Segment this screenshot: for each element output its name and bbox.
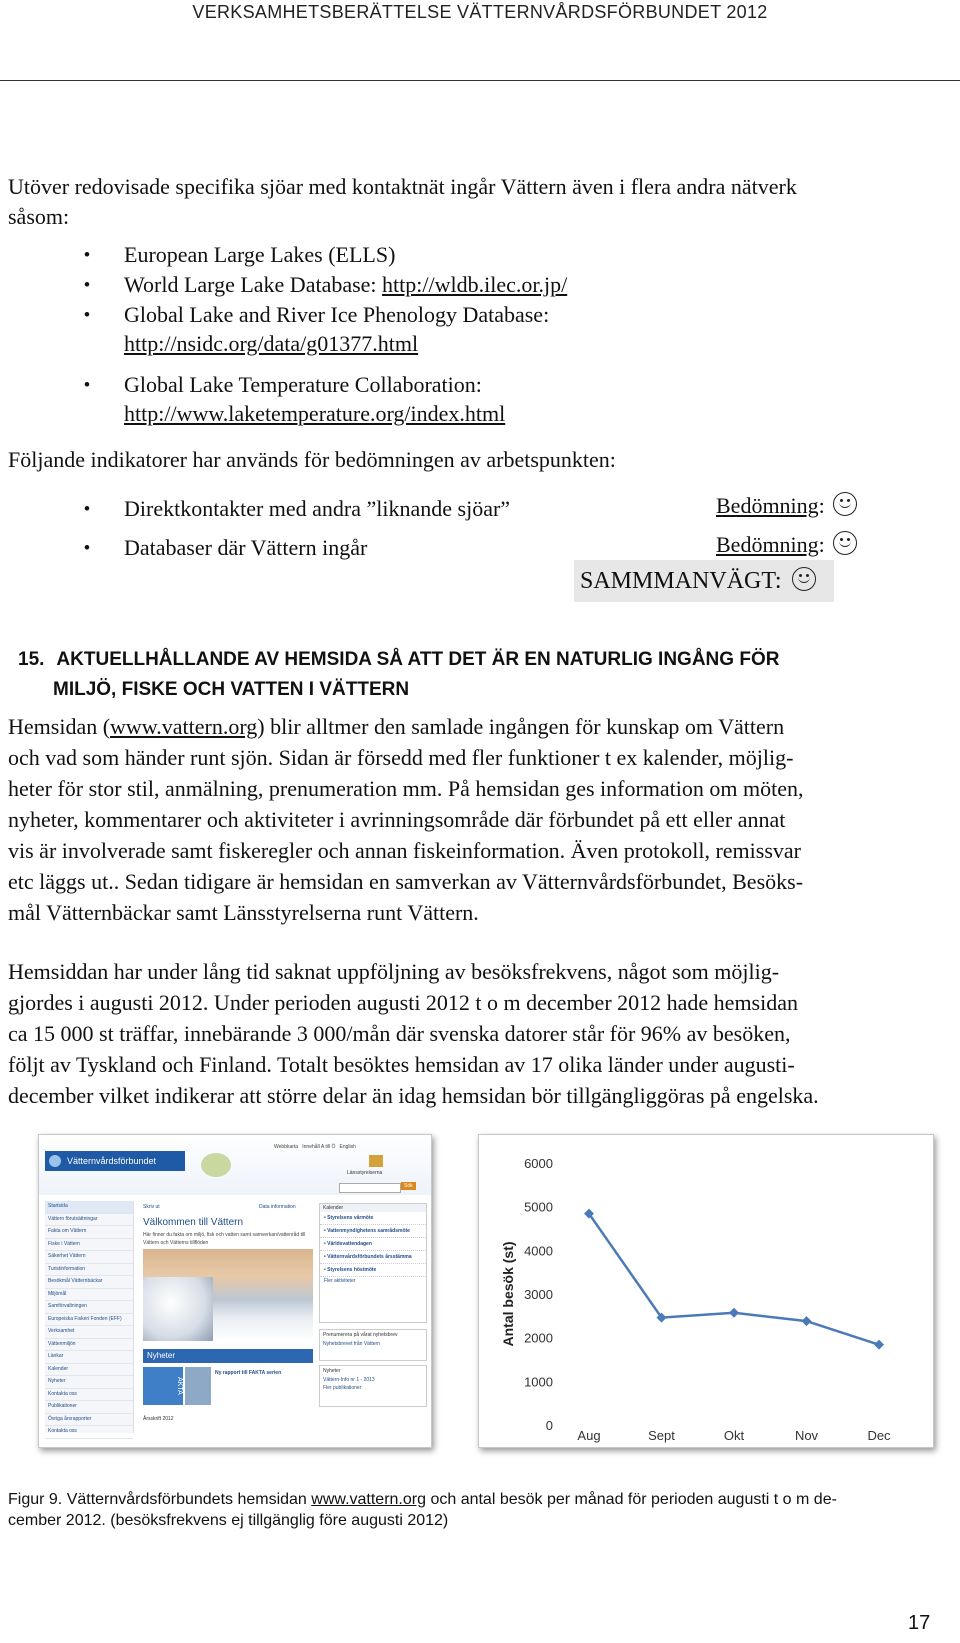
section-heading xyxy=(18,645,779,705)
partner-logo-icon xyxy=(201,1153,231,1177)
top-link[interactable]: Webbkarta xyxy=(274,1144,299,1150)
news-thumbnail xyxy=(185,1367,211,1405)
paragraph-line: vis är involverade samt fiskeregler och annan fiskeinformation. Även protokoll, remissvar xyxy=(8,838,801,863)
site-nav xyxy=(45,1201,133,1439)
top-link[interactable]: Innehåll A till Ö xyxy=(302,1144,336,1150)
text-span: Hemsidan ( xyxy=(8,714,111,739)
paragraph-line: mål Vätternbäckar samt Länsstyrelserna runt Vättern. xyxy=(8,900,479,925)
top-link[interactable]: English xyxy=(339,1144,356,1150)
vattern-link[interactable]: www.vattern.org xyxy=(110,714,258,739)
data-point xyxy=(802,1316,812,1326)
wldb-link[interactable]: http://wldb.ilec.or.jp/ xyxy=(382,272,568,297)
site-brand: Vätternvårdsförbundet xyxy=(67,1156,157,1166)
network-label: Global Lake and River Ice Phenology Database: xyxy=(124,302,550,327)
data-link-label: Data information xyxy=(259,1204,296,1210)
text-span: ) blir alltmer den samlade ingången för kunskap om Vättern xyxy=(257,714,785,739)
network-label: European Large Lakes (ELLS) xyxy=(124,242,396,267)
assessment-colon: : xyxy=(818,493,825,518)
paragraph-line: gjordes i augusti 2012. Under perioden augusti 2012 t o m december 2012 hade hemsidan xyxy=(8,990,798,1015)
y-tick-label: 4000 xyxy=(524,1243,553,1259)
y-tick-label: 0 xyxy=(545,1418,553,1433)
x-tick-label: Sept xyxy=(648,1428,675,1443)
site-search-button[interactable]: Sök xyxy=(401,1182,416,1190)
site-nav-item[interactable]: Kontakta oss xyxy=(45,1426,133,1439)
data-point xyxy=(729,1308,739,1318)
fakta-cover: AKTA xyxy=(143,1367,183,1405)
site-nav-item[interactable]: Besökmål Vätternbäckar xyxy=(45,1276,133,1289)
site-nav-item[interactable]: Verksamhet xyxy=(45,1326,133,1339)
data-point xyxy=(874,1340,884,1350)
assessment-label: Bedömning xyxy=(716,532,819,557)
intro-line-2: såsom: xyxy=(8,204,70,229)
y-tick-label: 6000 xyxy=(524,1156,553,1171)
network-label: Global Lake Temperature Collaboration: xyxy=(124,372,482,397)
frosted-trees xyxy=(143,1277,213,1341)
annual-report-link[interactable]: Årsskrift 2012 xyxy=(143,1416,174,1422)
site-nav-item[interactable]: Miljömål xyxy=(45,1289,133,1302)
section-number: 15. xyxy=(18,649,45,670)
site-nav-item[interactable]: Turistinformation xyxy=(45,1264,133,1277)
site-logo[interactable] xyxy=(45,1151,185,1171)
site-nav-item[interactable]: Övriga årsrapporter xyxy=(45,1414,133,1427)
paragraph-line xyxy=(8,711,933,742)
welcome-text: Här finner du fakta om miljö, fisk och vatten samt samverkan/vattenråd till Vättern och Vätterns tillflöden xyxy=(143,1232,306,1246)
header-rule xyxy=(0,80,960,81)
section-title-line-2: MILJÖ, FISKE OCH VATTEN I VÄTTERN xyxy=(53,679,410,700)
running-header: VERKSAMHETSBERÄTTELSE VÄTTERNVÅRDSFÖRBUNDET 2012 xyxy=(192,2,768,22)
visits-line-chart xyxy=(479,1135,933,1447)
site-nav-item[interactable]: Samförvaltningen xyxy=(45,1301,133,1314)
paragraph-line: etc läggs ut.. Sedan tidigare är hemsidan en samverkan av Vätternvårdsförbundet, Besöks- xyxy=(8,869,804,894)
indicators-intro: Följande indikatorer har används för bedömningen av arbetspunkten: xyxy=(8,447,616,472)
publications-title: Nyheter xyxy=(323,1368,341,1374)
subscribe-link[interactable]: Nyhetsbrevet från Vättern xyxy=(323,1341,380,1347)
assessment-label: Bedömning xyxy=(716,493,819,518)
paragraph-line: och vad som händer runt sjön. Sidan är försedd med fler funktioner t ex kalender, möjlig- xyxy=(8,745,794,770)
site-top-links xyxy=(274,1143,356,1151)
site-search-input[interactable] xyxy=(339,1183,401,1193)
nsidc-link[interactable]: http://nsidc.org/data/g01377.html xyxy=(124,331,419,356)
site-nav-item[interactable]: Fakta om Vättern xyxy=(45,1226,133,1239)
page-number: 17 xyxy=(908,1612,931,1634)
calendar-item[interactable]: • Styrelsens höstmöte xyxy=(320,1264,426,1277)
site-nav-item[interactable]: Kalender xyxy=(45,1364,133,1377)
publications-more-link[interactable]: Fler publikationer xyxy=(323,1385,362,1391)
calendar-box xyxy=(319,1203,427,1323)
network-label: World Large Lake Database: xyxy=(124,272,383,297)
subscribe-box xyxy=(319,1329,427,1361)
publication-link[interactable]: Vättern-Info nr 1 - 2013 xyxy=(323,1377,375,1383)
paragraph-line: december vilket indikerar att större delar än idag hemsidan bör tillgängliggöras på engelska. xyxy=(8,1083,819,1108)
site-sidebar xyxy=(45,1201,134,1433)
calendar-list xyxy=(320,1212,426,1277)
publications-box xyxy=(319,1365,427,1407)
assessment-colon: : xyxy=(818,532,825,557)
caption-line-2: cember 2012. (besöksfrekvens ej tillgänglig före augusti 2012) xyxy=(8,1512,449,1529)
y-tick-label: 1000 xyxy=(524,1374,553,1390)
smiley-icon xyxy=(833,531,857,555)
laketemperature-link[interactable]: http://www.laketemperature.org/index.html xyxy=(124,401,506,426)
caption-text: Figur 9. Vätternvårdsförbundets hemsidan xyxy=(8,1491,312,1508)
site-nav-item[interactable]: Säkerhet Vättern xyxy=(45,1251,133,1264)
news-title: Nyheter xyxy=(143,1349,313,1363)
site-nav-item[interactable]: Europeiska Fiskeri Fonden (EFF) xyxy=(45,1314,133,1327)
calendar-item[interactable]: • Styrelsens vårmöte xyxy=(320,1212,426,1225)
welcome-heading: Välkommen till Vättern xyxy=(143,1217,244,1228)
calendar-item[interactable]: • Världsvattendagen xyxy=(320,1238,426,1251)
assessment-2 xyxy=(716,531,857,558)
site-nav-item[interactable]: Publikationer xyxy=(45,1401,133,1414)
site-nav-item[interactable]: Startsida xyxy=(45,1201,133,1214)
y-tick-label: 5000 xyxy=(524,1199,553,1215)
news-item-link[interactable]: Ny rapport till FAKTA serien xyxy=(215,1370,282,1376)
caption-link[interactable]: www.vattern.org xyxy=(311,1491,426,1508)
smiley-icon xyxy=(833,492,857,516)
print-link[interactable] xyxy=(143,1203,160,1211)
overall-assessment xyxy=(574,560,834,602)
y-tick-label: 3000 xyxy=(524,1287,553,1302)
overall-label: SAMMMANVÄGT: xyxy=(580,568,782,594)
intro-line-1: Utöver redovisade specifika sjöar med kontaktnät ingår Vättern även i flera andra nätverk xyxy=(8,174,797,199)
paragraph-line: följt av Tyskland och Finland. Totalt besöktes hemsidan av 17 olika länder under augusti- xyxy=(8,1052,795,1077)
site-nav-item[interactable]: Nyheter xyxy=(45,1376,133,1389)
series-line xyxy=(589,1214,879,1345)
calendar-item[interactable]: • Vätternvårdsförbundets årsstämma xyxy=(320,1251,426,1264)
site-nav-item[interactable]: Länkar xyxy=(45,1351,133,1364)
winter-lake-photo xyxy=(143,1249,313,1341)
x-tick-label: Dec xyxy=(867,1428,891,1443)
section-title-line-1: AKTUELLHÅLLANDE AV HEMSIDA SÅ ATT DET ÄR EN NATURLIG INGÅNG FÖR xyxy=(56,649,780,670)
calendar-item[interactable]: • Vattenmyndighetens samrådsmöte xyxy=(320,1225,426,1238)
website-screenshot xyxy=(38,1134,432,1448)
caption-text: och antal besök per månad för perioden augusti t o m de- xyxy=(426,1491,837,1508)
subscribe-title: Prenumerera på vårat nyhetsbrev xyxy=(323,1332,398,1338)
x-tick-label: Aug xyxy=(577,1428,601,1443)
visits-chart-panel xyxy=(478,1134,934,1448)
crown-icon xyxy=(369,1155,383,1167)
caption-line-1 xyxy=(8,1489,913,1510)
assessment-1 xyxy=(716,492,857,519)
site-nav-item[interactable]: Fiske i Vättern xyxy=(45,1239,133,1252)
figure-caption xyxy=(8,1489,913,1531)
paragraph-line: Hemsiddan har under lång tid saknat uppföljning av besöksfrekvens, något som möjlig- xyxy=(8,959,780,984)
calendar-more-link[interactable]: Fler aktiviteter xyxy=(324,1278,356,1284)
smiley-icon xyxy=(792,567,816,591)
y-axis-label: Antal besök (st) xyxy=(500,1241,516,1347)
data-link[interactable] xyxy=(259,1203,296,1211)
print-link-label: Skriv ut xyxy=(143,1204,160,1210)
x-tick-label: Okt xyxy=(723,1428,745,1443)
paragraph-line: nyheter, kommentarer och aktiviteter i avrinningsområde där förbundet på ett eller annat xyxy=(8,807,786,832)
site-nav-item[interactable]: Vättenmiljön xyxy=(45,1339,133,1352)
y-tick-label: 2000 xyxy=(524,1330,553,1346)
paragraph-1 xyxy=(8,711,933,928)
x-tick-label: Nov xyxy=(794,1428,819,1443)
paragraph-2 xyxy=(8,956,933,1111)
partner-label: Länsstyrelserna xyxy=(347,1170,383,1176)
indicator-label: Databaser där Vättern ingår xyxy=(124,535,368,560)
calendar-title: Kalender xyxy=(320,1204,426,1212)
paragraph-line: heter för stor stil, anmälning, prenumeration mm. På hemsidan ges information om möten, xyxy=(8,776,804,801)
site-nav-item[interactable]: Kontakta oss xyxy=(45,1389,133,1402)
indicator-label: Direktkontakter med andra ”liknande sjöar” xyxy=(124,496,511,521)
logo-icon xyxy=(49,1155,61,1167)
paragraph-line: ca 15 000 st träffar, innebärande 3 000/mån där svenska datorer står för 96% av besöken, xyxy=(8,1021,791,1046)
site-nav-item[interactable]: Vättern förutsättningar xyxy=(45,1214,133,1227)
